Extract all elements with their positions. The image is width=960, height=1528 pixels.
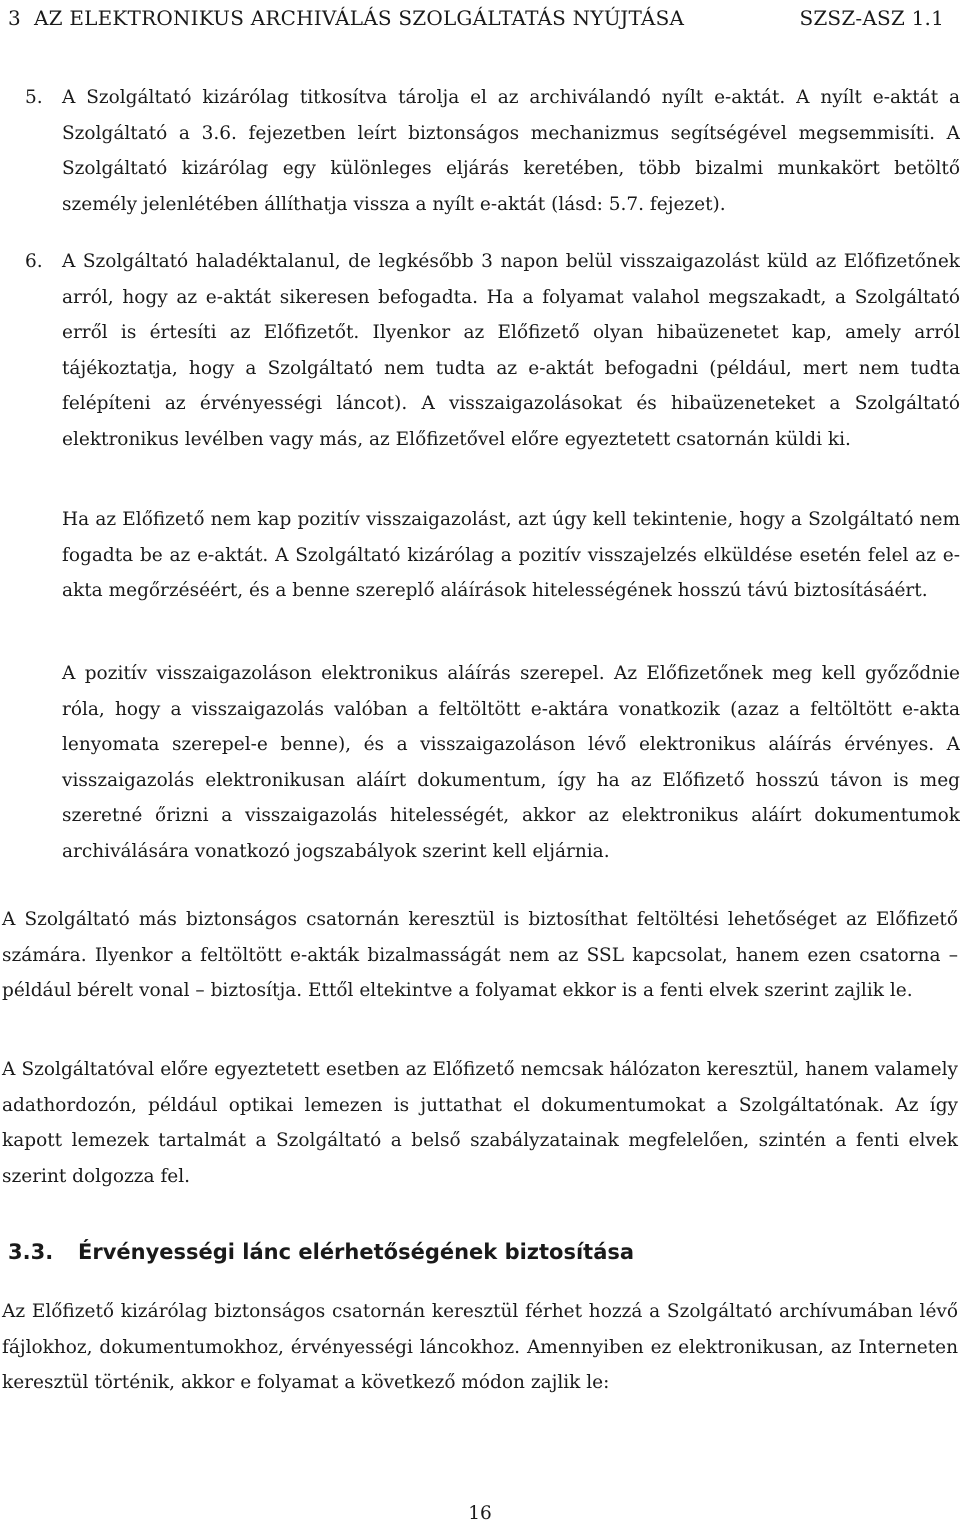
section-title: Érvényességi lánc elérhetőségének biztosítása [78, 1240, 635, 1264]
page-number: 16 [468, 1503, 492, 1524]
body-paragraph: A Szolgáltató más biztonságos csatornán keresztül is biztosíthat feltöltési lehetőséget az Előfizető számára. Ilyenkor a feltöltött e-akták bizalmasságát nem az SSL kapcsolat, hanem ezen csatorna – például bérelt vonal – biztosítja. Ettől eltekintve a folyamat ekkor is a fenti elvek szerint zajlik le. [2, 909, 958, 1001]
list-item-number: 6. [25, 251, 43, 272]
list-item-6 [25, 244, 960, 457]
indented-paragraph: Ha az Előfizető nem kap pozitív visszaigazolást, azt úgy kell tekintenie, hogy a Szolgáltató nem fogadta be az e-aktát. A Szolgáltató kizárólag a pozitív visszajelzés elküldése esetén felel az e-akta megőrzéséért, és a benne szereplő aláírások hitelességének hosszú távú biztosításáért. [62, 509, 960, 601]
list-item-text: A Szolgáltató haladéktalanul, de legkésőbb 3 napon belül visszaigazolást küld az Előfizetőnek arról, hogy az e-aktát sikeresen befogadta. Ha a folyamat valahol megszakadt, a Szolgáltató erről is értesíti az Előfizetőt. Ilyenkor az Előfizető olyan hibaüzenetet kap, amely arról tájékoztatja, hogy a Szolgáltató nem tudta az e-aktát befogadni (például, mert nem tudta felépíteni az érvényességi láncot). A visszaigazolásokat és hibaüzeneteket a Szolgáltató elektronikus levélben vagy más, az Előfizetővel előre egyeztetett csatornán küldi ki. [62, 251, 960, 450]
list-item-text: A Szolgáltató kizárólag titkosítva tárolja el az archiválandó nyílt e-aktát. A nyílt e-aktát a Szolgáltató a 3.6. fejezetben leírt biztonságos mechanizmus segítségével megsemmisíti. A Szolgáltató kizárólag egy különleges eljárás keretében, több bizalmi munkakört betöltő személy jelenlétében állíthatja vissza a nyílt e-aktát (lásd: 5.7. fejezet). [62, 87, 960, 215]
list-item-number: 5. [25, 87, 43, 108]
section-number: 3.3. [8, 1240, 54, 1264]
header-document-id: SZSZ-ASZ 1.1 [799, 6, 944, 30]
indented-paragraph: A pozitív visszaigazoláson elektronikus aláírás szerepel. Az Előfizetőnek meg kell győződnie róla, hogy a visszaigazolás valóban a feltöltött e-aktára vonatkozik (azaz a feltöltött e-akta lenyomata szerepel-e benne), és a visszaigazoláson lévő elektronikus aláírás érvényes. A visszaigazolás elektronikusan aláírt dokumentum, így ha az Előfizető hosszú távon is meg szeretné őrizni a visszaigazolás hitelességét, akkor az elektronikus aláírt dokumentumok archiválására vonatkozó jogszabályok szerint kell eljárnia. [62, 663, 960, 862]
list-item-5 [25, 80, 960, 222]
body-paragraph: A Szolgáltatóval előre egyeztetett esetben az Előfizető nemcsak hálózaton keresztül, hanem valamely adathordozón, például optikai lemezen is juttathat el dokumentumokat a Szolgáltatónak. Az így kapott lemezek tartalmát a Szolgáltató a belső szabályzatainak megfelelően, szintén a fenti elvek szerint dolgozza fel. [2, 1059, 958, 1187]
running-header [8, 2, 952, 34]
section-paragraph: Az Előfizető kizárólag biztonságos csatornán keresztül férhet hozzá a Szolgáltató archívumában lévő fájlokhoz, dokumentumokhoz, érvényességi láncokhoz. Amennyiben ez elektronikusan, az Interneten keresztül történik, akkor e folyamat a következő módon zajlik le: [2, 1301, 958, 1393]
header-chapter-title: 3 AZ ELEKTRONIKUS ARCHIVÁLÁS SZOLGÁLTATÁS NYÚJTÁSA [8, 6, 685, 30]
section-heading [8, 1234, 634, 1270]
